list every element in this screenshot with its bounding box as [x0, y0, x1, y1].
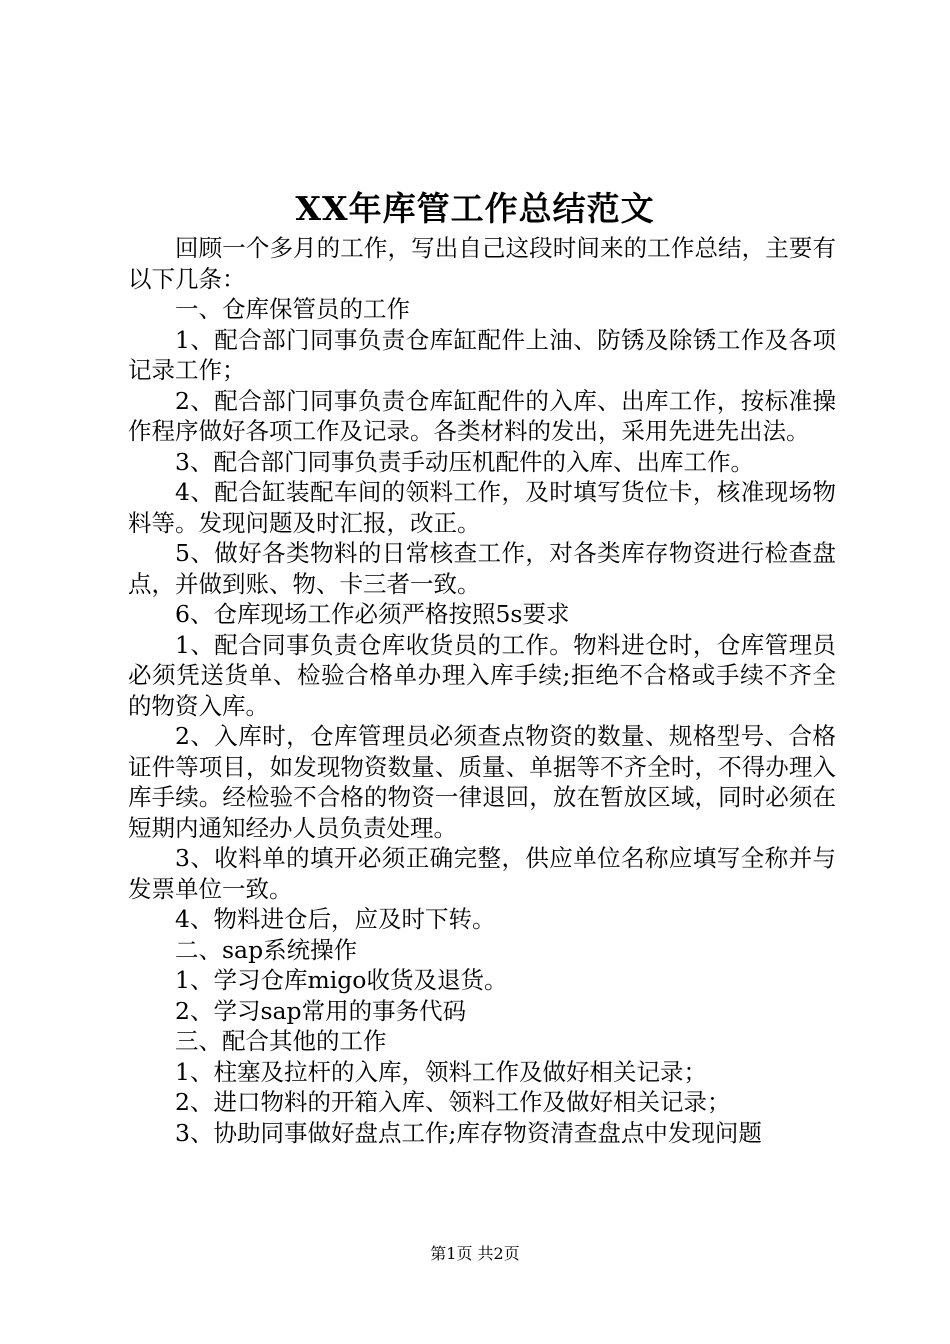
list-item: 4、物料进仓后，应及时下转。: [175, 905, 496, 933]
list-item: 3、收料单的填开必须正确完整，供应单位名称应填写全称并与发票单位一致。: [128, 844, 836, 903]
section-heading: 二、sap系统操作: [175, 935, 358, 964]
paragraph: 回顾一个多月的工作，写出自己这段时间来的工作总结，主要有以下几条：: [128, 234, 836, 293]
list-item: 1、学习仓库migo收货及退货。: [175, 966, 508, 994]
list-item: 6、仓库现场工作必须严格按照5s要求: [175, 600, 570, 628]
section-heading: 三、配合其他的工作: [175, 1027, 387, 1055]
page-footer: 第1页 共2页: [430, 1244, 520, 1263]
document-title: XX年库管工作总结范文: [295, 189, 655, 228]
list-item: 2、学习sap常用的事务代码: [175, 996, 467, 1025]
list-item: 2、进口物料的开箱入库、领料工作及做好相关记录；: [175, 1088, 731, 1116]
list-item: 1、柱塞及拉杆的入库，领料工作及做好相关记录；: [175, 1057, 707, 1086]
list-item: 3、配合部门同事负责手动压机配件的入库、出库工作。: [175, 447, 754, 476]
document-body: [128, 233, 836, 1148]
list-item: 3、协助同事做好盘点工作;库存物资清查盘点中发现问题: [175, 1118, 762, 1147]
list-item: 4、配合缸装配车间的领料工作，及时填写货位卡，核准现场物料等。发现问题及时汇报，改正。: [128, 478, 836, 537]
list-item: 2、配合部门同事负责仓库缸配件的入库、出库工作，按标准操作程序做好各项工作及记录。各类材料的发出，采用先进先出法。: [128, 386, 836, 445]
list-item: 1、配合部门同事负责仓库缸配件上油、防锈及除锈工作及各项记录工作；: [128, 325, 836, 384]
list-item: 2、入库时，仓库管理员必须查点物资的数量、规格型号、合格证件等项目，如发现物资数量、质量、单据等不齐全时，不得办理入库手续。经检验不合格的物资一律退回，放在暂放区域，同时必须在短期内通知经办人员负责处理。: [128, 722, 836, 842]
list-item: 5、做好各类物料的日常核查工作，对各类库存物资进行检查盘点，并做到账、物、卡三者一致。: [128, 539, 836, 598]
section-heading: 一、仓库保管员的工作: [175, 295, 410, 323]
list-item: 1、配合同事负责仓库收货员的工作。物料进仓时，仓库管理员必须凭送货单、检验合格单办理入库手续;拒绝不合格或手续不齐全的物资入库。: [128, 630, 836, 720]
